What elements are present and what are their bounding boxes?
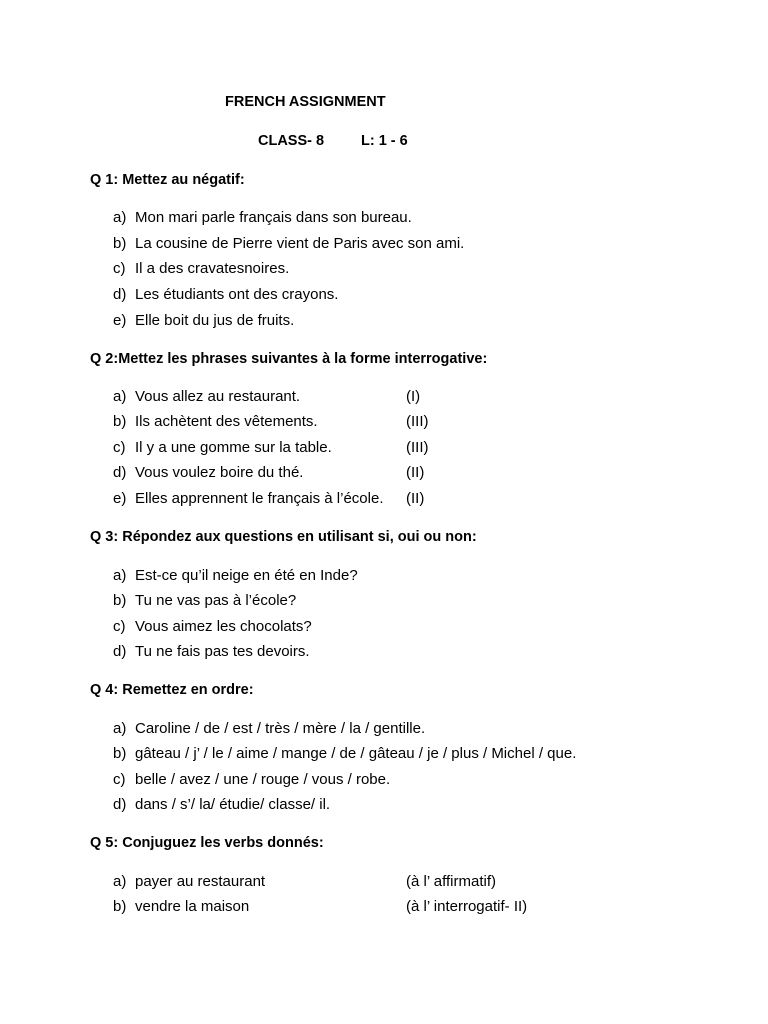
item-text: Vous allez au restaurant.: [135, 388, 301, 405]
item-letter: d): [113, 643, 127, 660]
item-text: Il a des cravatesnoires.: [135, 260, 290, 277]
question-5-heading: Q 5: Conjuguez les verbs donnés:: [90, 835, 324, 851]
item-text: dans / s’/ la/ étudie/ classe/ il.: [135, 796, 331, 813]
item-letter: b): [113, 592, 127, 609]
item-letter: d): [113, 796, 127, 813]
item-text: Les étudiants ont des crayons.: [135, 286, 339, 303]
item-letter: c): [113, 260, 126, 277]
item-text: Tu ne fais pas tes devoirs.: [135, 643, 310, 660]
item-text: Elle boit du jus de fruits.: [135, 312, 295, 329]
list-item: [113, 439, 332, 457]
page-title: FRENCH ASSIGNMENT: [225, 94, 386, 110]
list-item: [113, 720, 425, 738]
item-letter: a): [113, 209, 127, 226]
item-letter: a): [113, 720, 127, 737]
item-text: Il y a une gomme sur la table.: [135, 439, 332, 456]
list-item: [113, 388, 300, 406]
list-item: [113, 312, 294, 330]
item-text: vendre la maison: [135, 898, 250, 915]
question-2-heading: Q 2:Mettez les phrases suivantes à la forme interrogative:: [90, 351, 488, 367]
item-note: (III): [406, 413, 429, 430]
list-item: [113, 796, 330, 814]
item-text: Tu ne vas pas à l’école?: [135, 592, 297, 609]
item-note: (III): [406, 439, 429, 456]
class-label: CLASS- 8: [258, 133, 325, 149]
item-text: Vous aimez les chocolats?: [135, 618, 312, 635]
list-item: [113, 464, 303, 482]
item-letter: a): [113, 873, 127, 890]
item-text: Ils achètent des vêtements.: [135, 413, 318, 430]
list-item: [113, 771, 390, 789]
list-item: [113, 643, 310, 661]
item-letter: b): [113, 235, 127, 252]
item-text: Caroline / de / est / très / mère / la / gentille.: [135, 720, 426, 737]
list-item: [113, 745, 576, 763]
item-text: belle / avez / une / rouge / vous / robe.: [135, 771, 391, 788]
item-text: payer au restaurant: [135, 873, 266, 890]
list-item: [113, 592, 296, 610]
lessons-label: L: 1 - 6: [361, 133, 408, 149]
item-letter: b): [113, 898, 127, 915]
item-text: La cousine de Pierre vient de Paris avec son ami.: [135, 235, 465, 252]
item-text: Mon mari parle français dans son bureau.: [135, 209, 412, 226]
item-letter: e): [113, 312, 127, 329]
item-letter: c): [113, 618, 126, 635]
item-letter: d): [113, 464, 127, 481]
item-note: (I): [406, 388, 421, 405]
item-letter: c): [113, 771, 126, 788]
list-item: [113, 260, 289, 278]
list-item: [113, 209, 412, 227]
item-letter: b): [113, 745, 127, 762]
item-letter: a): [113, 567, 127, 584]
item-letter: c): [113, 439, 126, 456]
item-letter: a): [113, 388, 127, 405]
item-text: Elles apprennent le français à l’école.: [135, 490, 384, 507]
item-text: Est-ce qu’il neige en été en Inde?: [135, 567, 358, 584]
item-note: (à l’ interrogatif- II): [406, 898, 528, 915]
item-letter: e): [113, 490, 127, 507]
question-1-heading: Q 1: Mettez au négatif:: [90, 172, 245, 188]
item-note: (II): [406, 490, 425, 507]
item-text: gâteau / j’ / le / aime / mange / de / gâteau / je / plus / Michel / que.: [135, 745, 577, 762]
item-text: Vous voulez boire du thé.: [135, 464, 304, 481]
question-3-heading: Q 3: Répondez aux questions en utilisant si, oui ou non:: [90, 529, 477, 545]
list-item: [113, 413, 318, 431]
item-letter: b): [113, 413, 127, 430]
list-item: [113, 873, 265, 891]
list-item: [113, 286, 338, 304]
list-item: [113, 618, 312, 636]
question-4-heading: Q 4: Remettez en ordre:: [90, 682, 254, 698]
item-note: (II): [406, 464, 425, 481]
item-note: (à l’ affirmatif): [406, 873, 497, 890]
list-item: [113, 235, 464, 253]
list-item: [113, 567, 358, 585]
list-item: [113, 898, 249, 916]
list-item: [113, 490, 383, 508]
item-letter: d): [113, 286, 127, 303]
